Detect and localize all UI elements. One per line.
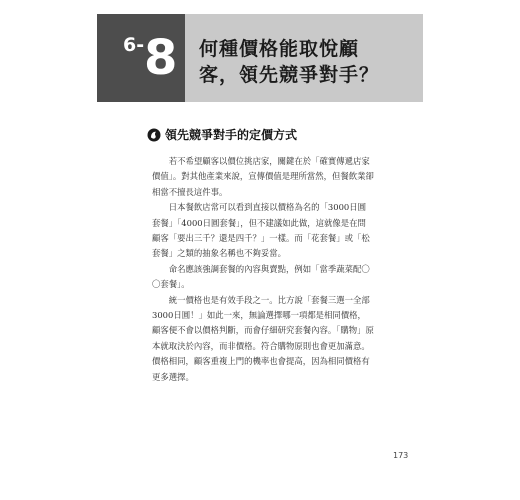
paragraph: 日本餐飲店常可以看到直接以價格為名的「3000日圓套餐」「4000日圓套餐」，但不建議如此做，這就像是在問顧客「要出三千？還是四千？」一樣。而「花套餐」或「松套餐」之類的抽象名稱也不夠妥當。 (152, 202, 370, 259)
chapter-title (199, 36, 415, 88)
page-number: 173 (393, 451, 409, 460)
chapter-minor-number: 8 (144, 30, 178, 86)
paragraph: 統一價格也是有效手段之一。比方說「套餐三選一全部3000日圓！」如此一來，無論選擇哪一項都是相同價格，顧客便不會以價格判斷，而會仔細研究套餐內容。「購物」原本就取決於內容，而非價格。符合購物原則也會更加滿意。價格相同，顧客重複上門的機率也會提高，因為相同價格有更多選擇。 (152, 294, 374, 382)
section-heading-text: 領先競爭對手的定價方式 (165, 128, 298, 142)
chapter-title-line-2: 客，領先競爭對手？ (199, 64, 380, 86)
chapter-major-number: 6- (123, 34, 145, 56)
chapter-header (97, 14, 423, 102)
paragraph: 若不希望顧客以價位挑店家，關鍵在於「確實傳遞店家價值」。對其他產業來說，宣傳價值是理所當然，但餐飲業卻相當不擅長這件事。 (152, 156, 374, 197)
dark-circle-emblem-icon (147, 128, 161, 142)
chapter-number-badge (97, 14, 185, 102)
book-page (97, 14, 423, 464)
section-heading (147, 126, 297, 143)
chapter-title-line-1: 何種價格能取悅顧 (199, 38, 360, 60)
paragraph: 命名應該強調套餐的內容與賣點，例如「當季蔬菜配〇〇套餐」。 (152, 263, 370, 290)
body-text (152, 154, 374, 385)
